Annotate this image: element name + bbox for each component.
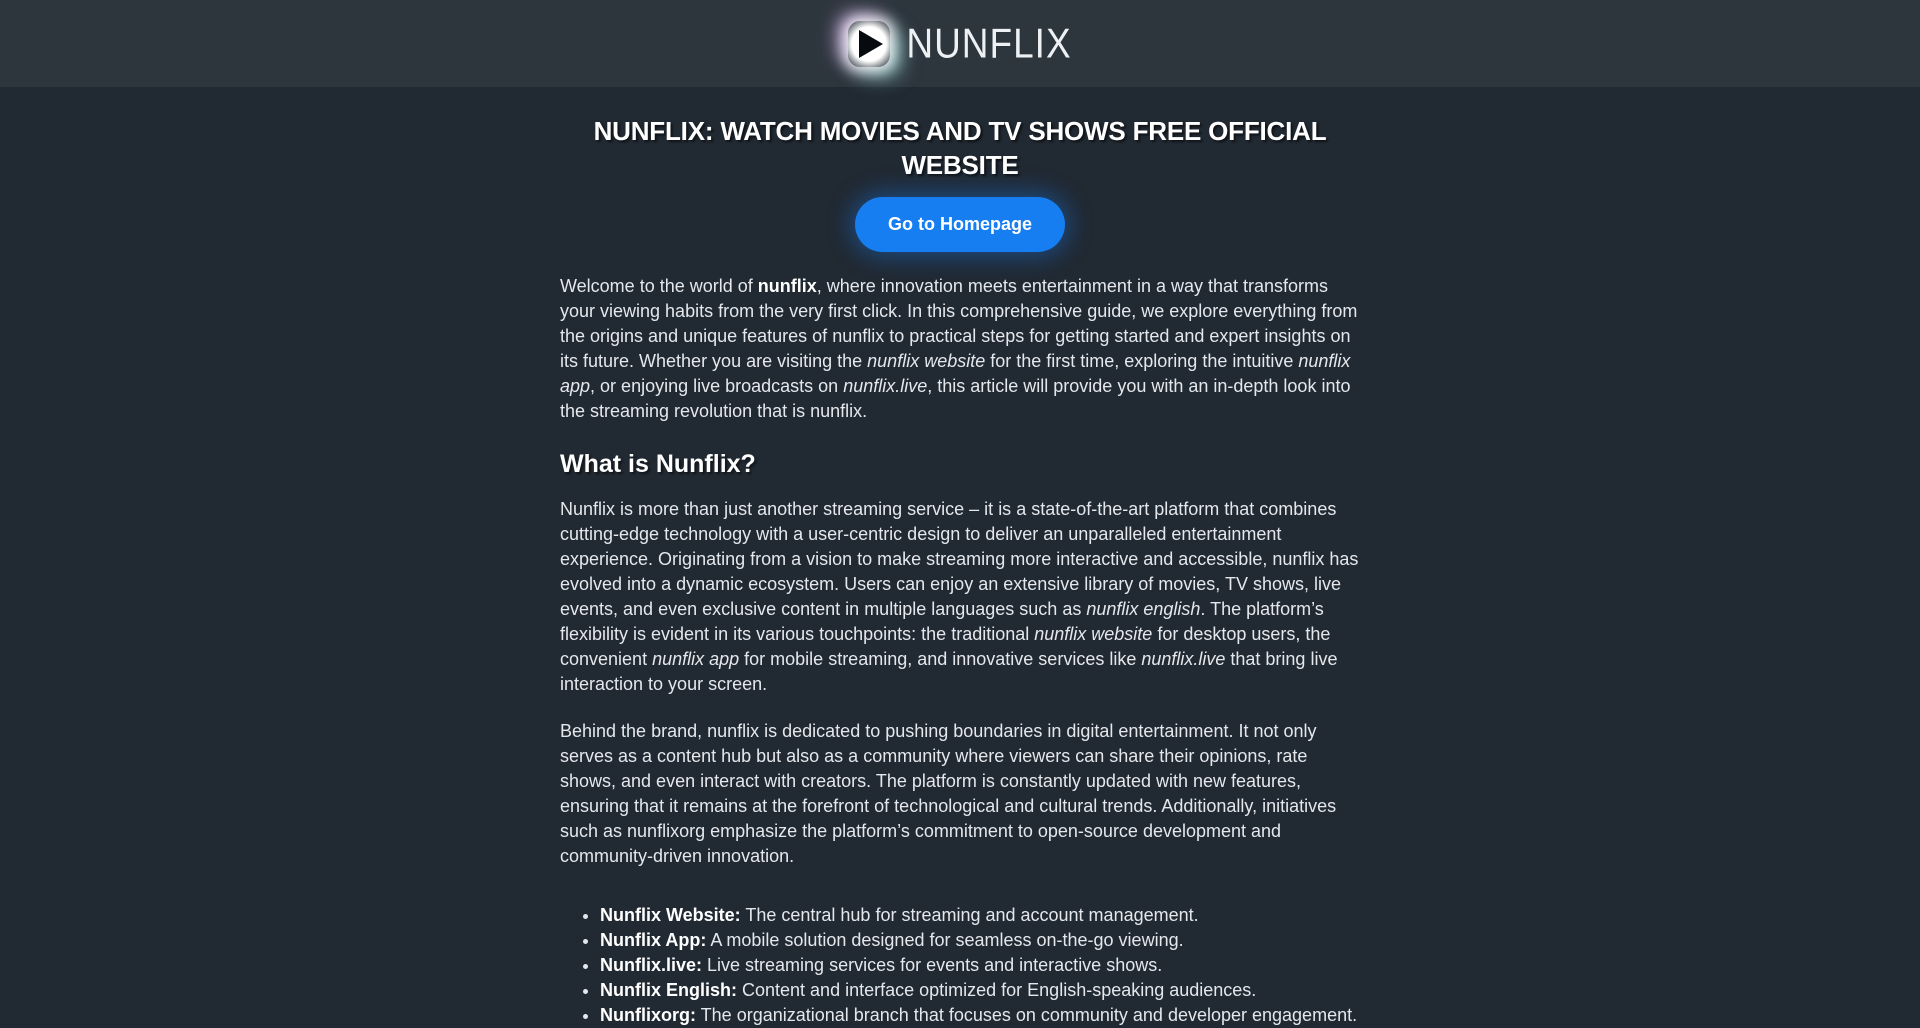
go-to-homepage-button[interactable]: Go to Homepage (855, 197, 1065, 252)
list-item-term: Nunflixorg: (600, 1005, 696, 1025)
page-title: NUNFLIX: WATCH MOVIES AND TV SHOWS FREE OFFICIAL WEBSITE (593, 116, 1327, 180)
list-item-term: Nunflix App: (600, 930, 707, 950)
play-icon (848, 21, 890, 67)
logo-text: NUNFLIX (906, 19, 1072, 66)
list-item (600, 953, 1360, 978)
list-item-desc: The central hub for streaming and account management. (740, 905, 1199, 925)
main-content (560, 114, 1360, 1028)
intro-paragraph: Welcome to the world of nunflix, where innovation meets entertainment in a way that transforms your viewing habits from the very first click. In this comprehensive guide, we explore everything from the origins and unique features of nunflix to practical steps for getting started and expert insights on its future. Whether you are visiting the nunflix website for the first time, exploring the intuitive nunflix app, or enjoying live broadcasts on nunflix.live, this article will provide you with an in-depth look into the streaming revolution that is nunflix. (560, 276, 1358, 421)
list-item (600, 1003, 1360, 1028)
list-item-desc: Live streaming services for events and interactive shows. (702, 955, 1163, 975)
feature-list (560, 903, 1360, 1028)
list-item-term: Nunflix English: (600, 980, 737, 1000)
section-heading-what-is-nunflix: What is Nunflix? (560, 450, 756, 478)
play-triangle-icon (859, 30, 883, 58)
cta-row (560, 197, 1360, 252)
list-item-desc: A mobile solution designed for seamless on-the-go viewing. (706, 930, 1184, 950)
list-item (600, 928, 1360, 953)
community-paragraph: Behind the brand, nunflix is dedicated to pushing boundaries in digital entertainment. It not only serves as a content hub but also as a community where viewers can share their opinions, rate shows, and even interact with creators. The platform is constantly updated with new features, ensuring that it remains at the forefront of technological and cultural trends. Additionally, initiatives such as nunflixorg emphasize the platform’s commitment to open-source development and community-driven innovation. (560, 721, 1337, 866)
site-header (0, 0, 1920, 87)
list-item (600, 978, 1360, 1003)
about-paragraph: Nunflix is more than just another streaming service – it is a state-of-the-art platform that combines cutting-edge technology with a user-centric design to deliver an unparalleled entertainment experience. Originating from a vision to make streaming more interactive and accessible, nunflix has evolved into a dynamic ecosystem. Users can enjoy an extensive library of movies, TV shows, live events, and even exclusive content in multiple languages such as nunflix english. The platform’s flexibility is evident in its various touchpoints: the traditional nunflix website for desktop users, the convenient nunflix app for mobile streaming, and innovative services like nunflix.live that bring live interaction to your screen. (560, 499, 1359, 694)
list-item-term: Nunflix.live: (600, 955, 703, 975)
list-item-desc: Content and interface optimized for English-speaking audiences. (737, 980, 1257, 1000)
list-item (600, 903, 1360, 928)
list-item-desc: The organizational branch that focuses on community and developer engagement. (696, 1005, 1358, 1025)
list-item-term: Nunflix Website: (600, 905, 741, 925)
logo[interactable] (848, 21, 1071, 67)
